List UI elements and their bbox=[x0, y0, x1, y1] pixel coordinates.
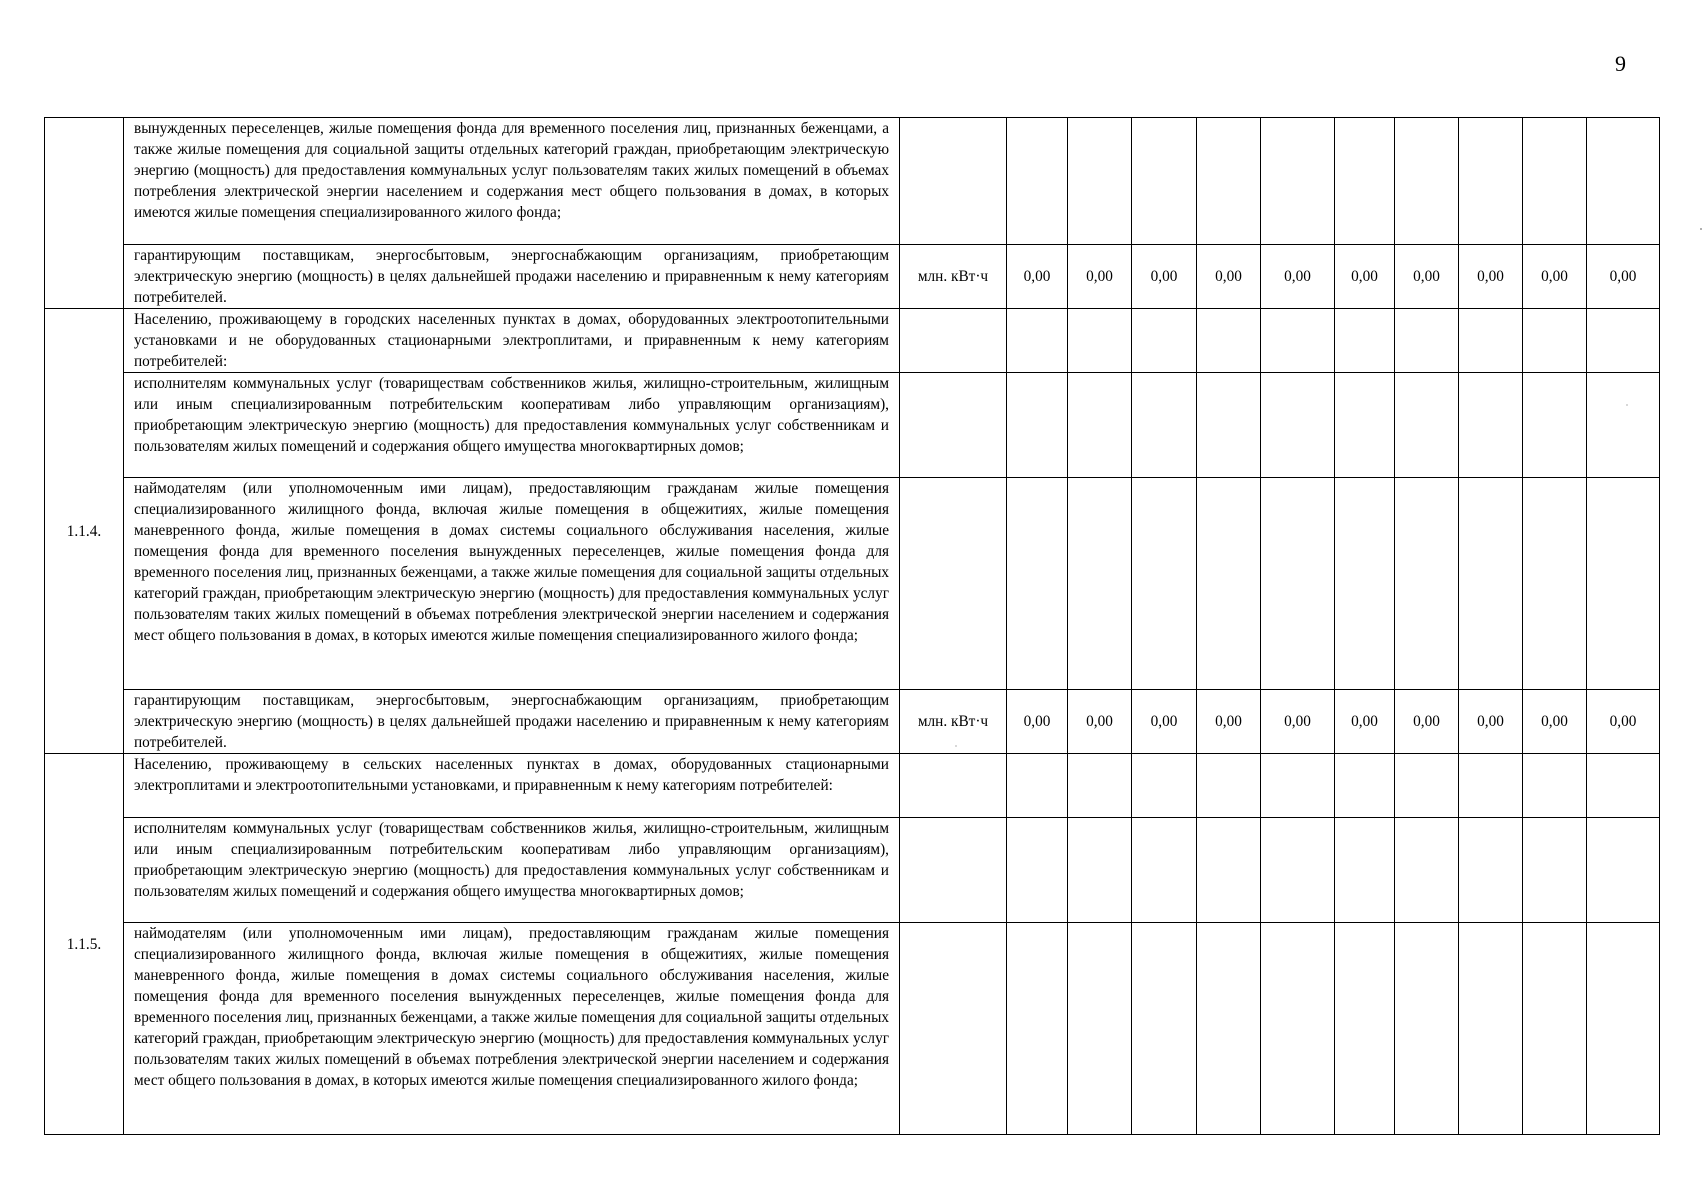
value-cell bbox=[1523, 309, 1587, 373]
value-cell bbox=[1068, 118, 1132, 245]
value-cell bbox=[1261, 309, 1335, 373]
value-cell bbox=[1587, 923, 1660, 1135]
description-cell: гарантирующим поставщикам, энергосбытовым, энергоснабжающим организациям, приобретающим электрическую энергию (мощность) в целях дальнейшей продажи населению и приравненным к нему категориям потребителей. bbox=[124, 690, 900, 754]
value-cell bbox=[1068, 818, 1132, 923]
scan-speck bbox=[1700, 228, 1702, 230]
value-cell bbox=[1335, 118, 1395, 245]
description-cell: вынужденных переселенцев, жилые помещения фонда для временного поселения лиц, признанных беженцами, а также жилые помещения для социальной защиты отдельных категорий граждан, приобретающим электрическую энергию (мощность) для предоставления коммунальных услуг пользователям таких жилых помещений в объемах потребления электрической энергии населением и содержания мест общего пользования в домах, в которых имеются жилые помещения специализированного жилого фонда; bbox=[124, 118, 900, 245]
table-row bbox=[45, 245, 1660, 309]
value-cell bbox=[1068, 478, 1132, 690]
value-cell: 0,00 bbox=[1459, 690, 1523, 754]
value-cell bbox=[1132, 309, 1197, 373]
value-cell bbox=[1261, 373, 1335, 478]
description-cell: Населению, проживающему в сельских населенных пунктах в домах, оборудованных стационарными электроплитами и электроотопительными установками, и приравненным к нему категориям потребителей: bbox=[124, 754, 900, 818]
unit-cell bbox=[900, 754, 1007, 818]
value-cell: 0,00 bbox=[1395, 245, 1459, 309]
value-cell bbox=[1068, 373, 1132, 478]
description-cell: исполнителям коммунальных услуг (товариществам собственников жилья, жилищно-строительным, жилищным или иным специализированным потребительским кооперативам либо управляющим организациям), приобретающим электрическую энергию (мощность) для предоставления коммунальных услуг собственникам и пользователям жилых помещений и содержания общего имущества многоквартирных домов; bbox=[124, 818, 900, 923]
scan-speck bbox=[955, 745, 957, 747]
value-cell: 0,00 bbox=[1132, 690, 1197, 754]
value-cell: 0,00 bbox=[1523, 245, 1587, 309]
section-code-cell bbox=[45, 118, 124, 309]
unit-cell bbox=[900, 373, 1007, 478]
value-cell: 0,00 bbox=[1197, 690, 1261, 754]
value-cell bbox=[1587, 373, 1660, 478]
unit-cell bbox=[900, 923, 1007, 1135]
value-cell bbox=[1523, 754, 1587, 818]
value-cell: 0,00 bbox=[1132, 245, 1197, 309]
description-cell: наймодателям (или уполномоченным ими лицам), предоставляющим гражданам жилые помещения специализированного жилищного фонда, включая жилые помещения в общежитиях, жилые помещения маневренного фонда, жилые помещения в домах системы социального обслуживания населения, жилые помещения фонда для временного поселения вынужденных переселенцев, жилые помещения фонда для временного поселения лиц, признанных беженцами, а также жилые помещения для социальной защиты отдельных категорий граждан, приобретающим электрическую энергию (мощность) для предоставления коммунальных услуг пользователям таких жилых помещений в объемах потребления электрической энергии населением и содержания мест общего пользования в домах, в которых имеются жилые помещения специализированного жилого фонда; bbox=[124, 923, 900, 1135]
value-cell bbox=[1395, 478, 1459, 690]
value-cell bbox=[1395, 818, 1459, 923]
value-cell bbox=[1523, 478, 1587, 690]
value-cell bbox=[1335, 373, 1395, 478]
value-cell: 0,00 bbox=[1197, 245, 1261, 309]
value-cell bbox=[1335, 923, 1395, 1135]
value-cell bbox=[1395, 923, 1459, 1135]
value-cell bbox=[1007, 923, 1068, 1135]
value-cell bbox=[1261, 754, 1335, 818]
value-cell bbox=[1132, 373, 1197, 478]
value-cell bbox=[1261, 818, 1335, 923]
value-cell bbox=[1459, 118, 1523, 245]
value-cell bbox=[1132, 478, 1197, 690]
value-cell bbox=[1587, 118, 1660, 245]
value-cell: 0,00 bbox=[1068, 690, 1132, 754]
value-cell bbox=[1197, 478, 1261, 690]
value-cell: 0,00 bbox=[1459, 245, 1523, 309]
value-cell bbox=[1523, 118, 1587, 245]
value-cell bbox=[1132, 118, 1197, 245]
table-row bbox=[45, 118, 1660, 245]
tariff-balance-table bbox=[44, 117, 1660, 1135]
value-cell bbox=[1007, 373, 1068, 478]
value-cell bbox=[1335, 478, 1395, 690]
value-cell bbox=[1261, 118, 1335, 245]
value-cell bbox=[1068, 309, 1132, 373]
value-cell: 0,00 bbox=[1261, 245, 1335, 309]
value-cell: 0,00 bbox=[1587, 690, 1660, 754]
value-cell bbox=[1587, 754, 1660, 818]
value-cell bbox=[1132, 754, 1197, 818]
value-cell: 0,00 bbox=[1335, 245, 1395, 309]
value-cell: 0,00 bbox=[1068, 245, 1132, 309]
description-cell: гарантирующим поставщикам, энергосбытовым, энергоснабжающим организациям, приобретающим электрическую энергию (мощность) в целях дальнейшей продажи населению и приравненным к нему категориям потребителей. bbox=[124, 245, 900, 309]
value-cell bbox=[1459, 309, 1523, 373]
value-cell bbox=[1132, 818, 1197, 923]
description-cell: наймодателям (или уполномоченным ими лицам), предоставляющим гражданам жилые помещения специализированного жилищного фонда, включая жилые помещения в общежитиях, жилые помещения маневренного фонда, жилые помещения в домах системы социального обслуживания населения, жилые помещения фонда для временного поселения вынужденных переселенцев, жилые помещения фонда для временного поселения лиц, признанных беженцами, а также жилые помещения для социальной защиты отдельных категорий граждан, приобретающим электрическую энергию (мощность) для предоставления коммунальных услуг пользователям таких жилых помещений в объемах потребления электрической энергии населением и содержания мест общего пользования в домах, в которых имеются жилые помещения специализированного жилого фонда; bbox=[124, 478, 900, 690]
scan-speck bbox=[1626, 404, 1628, 406]
value-cell bbox=[1197, 118, 1261, 245]
value-cell bbox=[1395, 754, 1459, 818]
value-cell: 0,00 bbox=[1007, 245, 1068, 309]
value-cell bbox=[1007, 118, 1068, 245]
table-row bbox=[45, 478, 1660, 690]
value-cell bbox=[1587, 309, 1660, 373]
value-cell bbox=[1007, 818, 1068, 923]
value-cell: 0,00 bbox=[1261, 690, 1335, 754]
unit-cell: млн. кВт·ч bbox=[900, 245, 1007, 309]
value-cell bbox=[1523, 373, 1587, 478]
value-cell bbox=[1197, 923, 1261, 1135]
table-row bbox=[45, 754, 1660, 818]
value-cell bbox=[1523, 818, 1587, 923]
value-cell bbox=[1007, 754, 1068, 818]
value-cell bbox=[1068, 754, 1132, 818]
value-cell bbox=[1261, 478, 1335, 690]
description-cell: Населению, проживающему в городских населенных пунктах в домах, оборудованных электроотопительными установками и не оборудованных стационарными электроплитами, и приравненным к нему категориям потребителей: bbox=[124, 309, 900, 373]
value-cell bbox=[1459, 754, 1523, 818]
value-cell bbox=[1587, 478, 1660, 690]
unit-cell: млн. кВт·ч bbox=[900, 690, 1007, 754]
value-cell: 0,00 bbox=[1335, 690, 1395, 754]
value-cell bbox=[1523, 923, 1587, 1135]
value-cell bbox=[1132, 923, 1197, 1135]
table-row bbox=[45, 690, 1660, 754]
value-cell bbox=[1459, 373, 1523, 478]
value-cell bbox=[1197, 373, 1261, 478]
value-cell: 0,00 bbox=[1395, 690, 1459, 754]
value-cell bbox=[1261, 923, 1335, 1135]
value-cell bbox=[1459, 818, 1523, 923]
table-row bbox=[45, 923, 1660, 1135]
value-cell bbox=[1068, 923, 1132, 1135]
value-cell bbox=[1395, 309, 1459, 373]
value-cell bbox=[1197, 309, 1261, 373]
table-row bbox=[45, 309, 1660, 373]
unit-cell bbox=[900, 309, 1007, 373]
section-code-cell: 1.1.5. bbox=[45, 754, 124, 1135]
value-cell bbox=[1459, 923, 1523, 1135]
unit-cell bbox=[900, 478, 1007, 690]
table-row bbox=[45, 373, 1660, 478]
value-cell bbox=[1007, 478, 1068, 690]
value-cell: 0,00 bbox=[1007, 690, 1068, 754]
value-cell bbox=[1459, 478, 1523, 690]
value-cell bbox=[1007, 309, 1068, 373]
unit-cell bbox=[900, 818, 1007, 923]
value-cell: 0,00 bbox=[1523, 690, 1587, 754]
value-cell: 0,00 bbox=[1587, 245, 1660, 309]
unit-cell bbox=[900, 118, 1007, 245]
value-cell bbox=[1395, 118, 1459, 245]
value-cell bbox=[1335, 754, 1395, 818]
value-cell bbox=[1335, 309, 1395, 373]
value-cell bbox=[1395, 373, 1459, 478]
table-row bbox=[45, 818, 1660, 923]
page-number: 9 bbox=[1615, 51, 1626, 76]
value-cell bbox=[1197, 818, 1261, 923]
value-cell bbox=[1197, 754, 1261, 818]
value-cell bbox=[1587, 818, 1660, 923]
value-cell bbox=[1335, 818, 1395, 923]
description-cell: исполнителям коммунальных услуг (товариществам собственников жилья, жилищно-строительным, жилищным или иным специализированным потребительским кооперативам либо управляющим организациям), приобретающим электрическую энергию (мощность) для предоставления коммунальных услуг собственникам и пользователям жилых помещений и содержания общего имущества многоквартирных домов; bbox=[124, 373, 900, 478]
section-code-cell: 1.1.4. bbox=[45, 309, 124, 754]
